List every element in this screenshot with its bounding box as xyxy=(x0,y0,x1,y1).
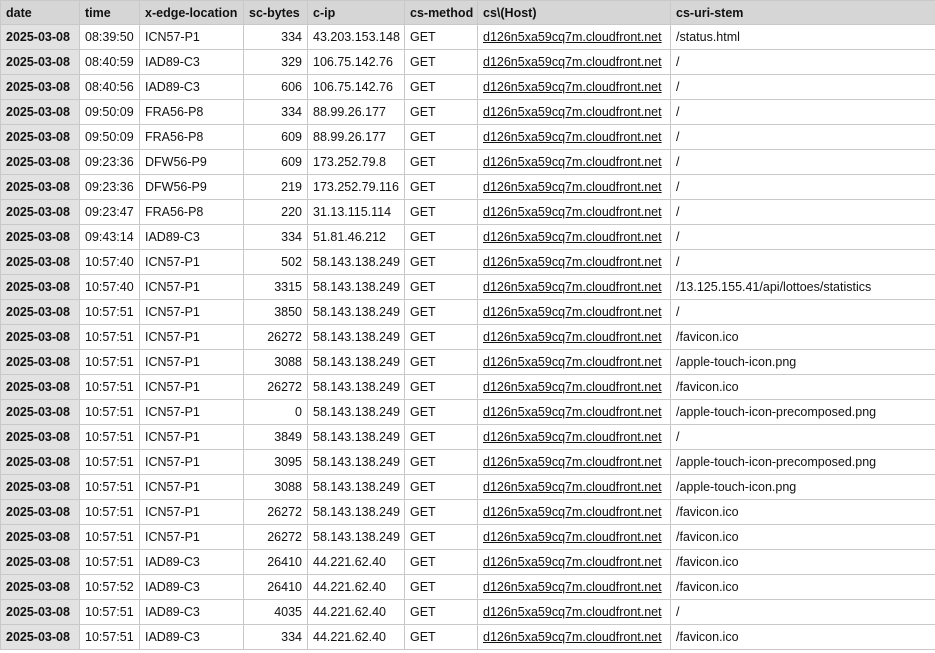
date-cell[interactable]: 2025-03-08 xyxy=(1,400,80,425)
host-cell[interactable]: d126n5xa59cq7m.cloudfront.net xyxy=(478,500,671,525)
client-ip-cell[interactable]: 58.143.138.249 xyxy=(308,325,405,350)
bytes-cell[interactable]: 502 xyxy=(244,250,308,275)
method-cell[interactable]: GET xyxy=(405,450,478,475)
table-row[interactable] xyxy=(1,300,935,325)
table-row[interactable] xyxy=(1,400,935,425)
column-header-date[interactable]: date xyxy=(1,1,80,25)
method-cell[interactable]: GET xyxy=(405,125,478,150)
date-cell[interactable]: 2025-03-08 xyxy=(1,250,80,275)
client-ip-cell[interactable]: 58.143.138.249 xyxy=(308,250,405,275)
time-cell[interactable]: 09:43:14 xyxy=(80,225,140,250)
time-cell[interactable]: 09:50:09 xyxy=(80,125,140,150)
host-cell[interactable]: d126n5xa59cq7m.cloudfront.net xyxy=(478,150,671,175)
table-row[interactable] xyxy=(1,500,935,525)
table-row[interactable] xyxy=(1,25,935,50)
uri-stem-cell[interactable]: /favicon.ico xyxy=(671,625,935,650)
bytes-cell[interactable]: 3088 xyxy=(244,475,308,500)
method-cell[interactable]: GET xyxy=(405,200,478,225)
bytes-cell[interactable]: 0 xyxy=(244,400,308,425)
bytes-cell[interactable]: 3850 xyxy=(244,300,308,325)
uri-stem-cell[interactable]: / xyxy=(671,250,935,275)
date-cell[interactable]: 2025-03-08 xyxy=(1,200,80,225)
table-body xyxy=(1,25,935,650)
edge-location-cell[interactable]: IAD89-C3 xyxy=(140,625,244,650)
bytes-cell[interactable]: 3088 xyxy=(244,350,308,375)
client-ip-cell[interactable]: 88.99.26.177 xyxy=(308,100,405,125)
method-cell[interactable]: GET xyxy=(405,25,478,50)
table-row[interactable] xyxy=(1,600,935,625)
time-cell[interactable]: 10:57:51 xyxy=(80,400,140,425)
uri-stem-cell[interactable]: / xyxy=(671,175,935,200)
column-header-time[interactable]: time xyxy=(80,1,140,25)
time-cell[interactable]: 10:57:51 xyxy=(80,550,140,575)
date-cell[interactable]: 2025-03-08 xyxy=(1,425,80,450)
method-cell[interactable]: GET xyxy=(405,175,478,200)
method-cell[interactable]: GET xyxy=(405,525,478,550)
host-cell[interactable]: d126n5xa59cq7m.cloudfront.net xyxy=(478,600,671,625)
table-header xyxy=(1,1,935,25)
uri-stem-cell[interactable]: /apple-touch-icon-precomposed.png xyxy=(671,450,935,475)
method-cell[interactable]: GET xyxy=(405,250,478,275)
time-cell[interactable]: 10:57:52 xyxy=(80,575,140,600)
edge-location-cell[interactable]: FRA56-P8 xyxy=(140,100,244,125)
method-cell[interactable]: GET xyxy=(405,50,478,75)
method-cell[interactable]: GET xyxy=(405,150,478,175)
date-cell[interactable]: 2025-03-08 xyxy=(1,175,80,200)
bytes-cell[interactable]: 3849 xyxy=(244,425,308,450)
edge-location-cell[interactable]: ICN57-P1 xyxy=(140,525,244,550)
client-ip-cell[interactable]: 58.143.138.249 xyxy=(308,400,405,425)
host-cell[interactable]: d126n5xa59cq7m.cloudfront.net xyxy=(478,50,671,75)
host-cell[interactable]: d126n5xa59cq7m.cloudfront.net xyxy=(478,550,671,575)
table-row[interactable] xyxy=(1,250,935,275)
uri-stem-cell[interactable]: / xyxy=(671,150,935,175)
client-ip-cell[interactable]: 44.221.62.40 xyxy=(308,600,405,625)
edge-location-cell[interactable]: IAD89-C3 xyxy=(140,575,244,600)
bytes-cell[interactable]: 220 xyxy=(244,200,308,225)
date-cell[interactable]: 2025-03-08 xyxy=(1,300,80,325)
uri-stem-cell[interactable]: /status.html xyxy=(671,25,935,50)
date-cell[interactable]: 2025-03-08 xyxy=(1,500,80,525)
client-ip-cell[interactable]: 173.252.79.8 xyxy=(308,150,405,175)
uri-stem-cell[interactable]: /favicon.ico xyxy=(671,525,935,550)
uri-stem-cell[interactable]: / xyxy=(671,75,935,100)
host-cell[interactable]: d126n5xa59cq7m.cloudfront.net xyxy=(478,525,671,550)
time-cell[interactable]: 10:57:51 xyxy=(80,375,140,400)
host-cell[interactable]: d126n5xa59cq7m.cloudfront.net xyxy=(478,100,671,125)
client-ip-cell[interactable]: 44.221.62.40 xyxy=(308,550,405,575)
method-cell[interactable]: GET xyxy=(405,625,478,650)
table-row[interactable] xyxy=(1,150,935,175)
edge-location-cell[interactable]: IAD89-C3 xyxy=(140,600,244,625)
table-row[interactable] xyxy=(1,125,935,150)
bytes-cell[interactable]: 4035 xyxy=(244,600,308,625)
method-cell[interactable]: GET xyxy=(405,325,478,350)
time-cell[interactable]: 08:40:59 xyxy=(80,50,140,75)
date-cell[interactable]: 2025-03-08 xyxy=(1,525,80,550)
host-cell[interactable]: d126n5xa59cq7m.cloudfront.net xyxy=(478,200,671,225)
date-cell[interactable]: 2025-03-08 xyxy=(1,350,80,375)
method-cell[interactable]: GET xyxy=(405,425,478,450)
host-cell[interactable]: d126n5xa59cq7m.cloudfront.net xyxy=(478,450,671,475)
bytes-cell[interactable]: 606 xyxy=(244,75,308,100)
time-cell[interactable]: 10:57:40 xyxy=(80,250,140,275)
date-cell[interactable]: 2025-03-08 xyxy=(1,225,80,250)
client-ip-cell[interactable]: 88.99.26.177 xyxy=(308,125,405,150)
table-row[interactable] xyxy=(1,375,935,400)
bytes-cell[interactable]: 609 xyxy=(244,150,308,175)
column-header-c-ip[interactable]: c-ip xyxy=(308,1,405,25)
time-cell[interactable]: 10:57:51 xyxy=(80,600,140,625)
edge-location-cell[interactable]: ICN57-P1 xyxy=(140,300,244,325)
edge-location-cell[interactable]: IAD89-C3 xyxy=(140,225,244,250)
time-cell[interactable]: 10:57:51 xyxy=(80,325,140,350)
time-cell[interactable]: 09:23:36 xyxy=(80,175,140,200)
bytes-cell[interactable]: 609 xyxy=(244,125,308,150)
table-row[interactable] xyxy=(1,575,935,600)
time-cell[interactable]: 10:57:51 xyxy=(80,300,140,325)
bytes-cell[interactable]: 26272 xyxy=(244,500,308,525)
host-cell[interactable]: d126n5xa59cq7m.cloudfront.net xyxy=(478,350,671,375)
header-row xyxy=(1,1,935,25)
uri-stem-cell[interactable]: /favicon.ico xyxy=(671,500,935,525)
method-cell[interactable]: GET xyxy=(405,350,478,375)
bytes-cell[interactable]: 334 xyxy=(244,225,308,250)
host-cell[interactable]: d126n5xa59cq7m.cloudfront.net xyxy=(478,625,671,650)
bytes-cell[interactable]: 26410 xyxy=(244,575,308,600)
date-cell[interactable]: 2025-03-08 xyxy=(1,450,80,475)
method-cell[interactable]: GET xyxy=(405,275,478,300)
method-cell[interactable]: GET xyxy=(405,550,478,575)
time-cell[interactable]: 10:57:51 xyxy=(80,350,140,375)
client-ip-cell[interactable]: 43.203.153.148 xyxy=(308,25,405,50)
edge-location-cell[interactable]: ICN57-P1 xyxy=(140,25,244,50)
host-cell[interactable]: d126n5xa59cq7m.cloudfront.net xyxy=(478,575,671,600)
time-cell[interactable]: 10:57:51 xyxy=(80,625,140,650)
edge-location-cell[interactable]: ICN57-P1 xyxy=(140,450,244,475)
client-ip-cell[interactable]: 173.252.79.116 xyxy=(308,175,405,200)
uri-stem-cell[interactable]: / xyxy=(671,200,935,225)
date-cell[interactable]: 2025-03-08 xyxy=(1,550,80,575)
bytes-cell[interactable]: 26272 xyxy=(244,375,308,400)
edge-location-cell[interactable]: IAD89-C3 xyxy=(140,75,244,100)
client-ip-cell[interactable]: 106.75.142.76 xyxy=(308,75,405,100)
table-row[interactable] xyxy=(1,450,935,475)
client-ip-cell[interactable]: 58.143.138.249 xyxy=(308,425,405,450)
host-cell[interactable]: d126n5xa59cq7m.cloudfront.net xyxy=(478,25,671,50)
edge-location-cell[interactable]: ICN57-P1 xyxy=(140,350,244,375)
uri-stem-cell[interactable]: /13.125.155.41/api/lottoes/statistics xyxy=(671,275,935,300)
uri-stem-cell[interactable]: /favicon.ico xyxy=(671,550,935,575)
time-cell[interactable]: 10:57:51 xyxy=(80,500,140,525)
bytes-cell[interactable]: 329 xyxy=(244,50,308,75)
table-row[interactable] xyxy=(1,200,935,225)
host-cell[interactable]: d126n5xa59cq7m.cloudfront.net xyxy=(478,75,671,100)
edge-location-cell[interactable]: FRA56-P8 xyxy=(140,125,244,150)
host-cell[interactable]: d126n5xa59cq7m.cloudfront.net xyxy=(478,300,671,325)
edge-location-cell[interactable]: ICN57-P1 xyxy=(140,275,244,300)
bytes-cell[interactable]: 3315 xyxy=(244,275,308,300)
edge-location-cell[interactable]: ICN57-P1 xyxy=(140,425,244,450)
client-ip-cell[interactable]: 58.143.138.249 xyxy=(308,450,405,475)
date-cell[interactable]: 2025-03-08 xyxy=(1,625,80,650)
table-row[interactable] xyxy=(1,50,935,75)
table-row[interactable] xyxy=(1,550,935,575)
edge-location-cell[interactable]: ICN57-P1 xyxy=(140,375,244,400)
edge-location-cell[interactable]: ICN57-P1 xyxy=(140,325,244,350)
host-cell[interactable]: d126n5xa59cq7m.cloudfront.net xyxy=(478,125,671,150)
date-cell[interactable]: 2025-03-08 xyxy=(1,50,80,75)
date-cell[interactable]: 2025-03-08 xyxy=(1,575,80,600)
table-row[interactable] xyxy=(1,225,935,250)
uri-stem-cell[interactable]: /apple-touch-icon-precomposed.png xyxy=(671,400,935,425)
method-cell[interactable]: GET xyxy=(405,475,478,500)
client-ip-cell[interactable]: 51.81.46.212 xyxy=(308,225,405,250)
time-cell[interactable]: 10:57:51 xyxy=(80,525,140,550)
date-cell[interactable]: 2025-03-08 xyxy=(1,375,80,400)
table-row[interactable] xyxy=(1,475,935,500)
edge-location-cell[interactable]: ICN57-P1 xyxy=(140,475,244,500)
date-cell[interactable]: 2025-03-08 xyxy=(1,325,80,350)
time-cell[interactable]: 10:57:40 xyxy=(80,275,140,300)
time-cell[interactable]: 10:57:51 xyxy=(80,450,140,475)
method-cell[interactable]: GET xyxy=(405,300,478,325)
host-cell[interactable]: d126n5xa59cq7m.cloudfront.net xyxy=(478,250,671,275)
edge-location-cell[interactable]: ICN57-P1 xyxy=(140,400,244,425)
column-header-cs-host[interactable]: cs\(Host) xyxy=(478,1,671,25)
table-row[interactable] xyxy=(1,425,935,450)
time-cell[interactable]: 08:39:50 xyxy=(80,25,140,50)
host-cell[interactable]: d126n5xa59cq7m.cloudfront.net xyxy=(478,225,671,250)
time-cell[interactable]: 09:50:09 xyxy=(80,100,140,125)
method-cell[interactable]: GET xyxy=(405,400,478,425)
host-cell[interactable]: d126n5xa59cq7m.cloudfront.net xyxy=(478,425,671,450)
time-cell[interactable]: 09:23:47 xyxy=(80,200,140,225)
host-cell[interactable]: d126n5xa59cq7m.cloudfront.net xyxy=(478,475,671,500)
uri-stem-cell[interactable]: /favicon.ico xyxy=(671,325,935,350)
date-cell[interactable]: 2025-03-08 xyxy=(1,100,80,125)
table-row[interactable] xyxy=(1,275,935,300)
host-cell[interactable]: d126n5xa59cq7m.cloudfront.net xyxy=(478,400,671,425)
date-cell[interactable]: 2025-03-08 xyxy=(1,125,80,150)
uri-stem-cell[interactable]: / xyxy=(671,50,935,75)
uri-stem-cell[interactable]: / xyxy=(671,425,935,450)
edge-location-cell[interactable]: IAD89-C3 xyxy=(140,50,244,75)
method-cell[interactable]: GET xyxy=(405,100,478,125)
bytes-cell[interactable]: 3095 xyxy=(244,450,308,475)
method-cell[interactable]: GET xyxy=(405,225,478,250)
date-cell[interactable]: 2025-03-08 xyxy=(1,25,80,50)
client-ip-cell[interactable]: 106.75.142.76 xyxy=(308,50,405,75)
column-header-sc-bytes[interactable]: sc-bytes xyxy=(244,1,308,25)
host-cell[interactable]: d126n5xa59cq7m.cloudfront.net xyxy=(478,175,671,200)
uri-stem-cell[interactable]: /apple-touch-icon.png xyxy=(671,475,935,500)
uri-stem-cell[interactable]: /favicon.ico xyxy=(671,375,935,400)
time-cell[interactable]: 10:57:51 xyxy=(80,425,140,450)
client-ip-cell[interactable]: 58.143.138.249 xyxy=(308,475,405,500)
table-row[interactable] xyxy=(1,350,935,375)
date-cell[interactable]: 2025-03-08 xyxy=(1,475,80,500)
bytes-cell[interactable]: 219 xyxy=(244,175,308,200)
client-ip-cell[interactable]: 44.221.62.40 xyxy=(308,575,405,600)
edge-location-cell[interactable]: FRA56-P8 xyxy=(140,200,244,225)
date-cell[interactable]: 2025-03-08 xyxy=(1,600,80,625)
date-cell[interactable]: 2025-03-08 xyxy=(1,75,80,100)
client-ip-cell[interactable]: 58.143.138.249 xyxy=(308,300,405,325)
table-row[interactable] xyxy=(1,325,935,350)
client-ip-cell[interactable]: 58.143.138.249 xyxy=(308,350,405,375)
edge-location-cell[interactable]: DFW56-P9 xyxy=(140,175,244,200)
method-cell[interactable]: GET xyxy=(405,575,478,600)
method-cell[interactable]: GET xyxy=(405,75,478,100)
uri-stem-cell[interactable]: / xyxy=(671,125,935,150)
method-cell[interactable]: GET xyxy=(405,500,478,525)
method-cell[interactable]: GET xyxy=(405,600,478,625)
client-ip-cell[interactable]: 58.143.138.249 xyxy=(308,375,405,400)
method-cell[interactable]: GET xyxy=(405,375,478,400)
column-header-x-edge-location[interactable]: x-edge-location xyxy=(140,1,244,25)
client-ip-cell[interactable]: 58.143.138.249 xyxy=(308,500,405,525)
time-cell[interactable]: 10:57:51 xyxy=(80,475,140,500)
edge-location-cell[interactable]: ICN57-P1 xyxy=(140,250,244,275)
table-row[interactable] xyxy=(1,175,935,200)
uri-stem-cell[interactable]: / xyxy=(671,100,935,125)
bytes-cell[interactable]: 26272 xyxy=(244,525,308,550)
time-cell[interactable]: 09:23:36 xyxy=(80,150,140,175)
uri-stem-cell[interactable]: /favicon.ico xyxy=(671,575,935,600)
host-cell[interactable]: d126n5xa59cq7m.cloudfront.net xyxy=(478,325,671,350)
client-ip-cell[interactable]: 44.221.62.40 xyxy=(308,625,405,650)
uri-stem-cell[interactable]: / xyxy=(671,300,935,325)
bytes-cell[interactable]: 26410 xyxy=(244,550,308,575)
uri-stem-cell[interactable]: / xyxy=(671,225,935,250)
bytes-cell[interactable]: 334 xyxy=(244,25,308,50)
host-cell[interactable]: d126n5xa59cq7m.cloudfront.net xyxy=(478,275,671,300)
bytes-cell[interactable]: 334 xyxy=(244,625,308,650)
edge-location-cell[interactable]: IAD89-C3 xyxy=(140,550,244,575)
date-cell[interactable]: 2025-03-08 xyxy=(1,275,80,300)
table-row[interactable] xyxy=(1,625,935,650)
bytes-cell[interactable]: 334 xyxy=(244,100,308,125)
table-row[interactable] xyxy=(1,525,935,550)
host-cell[interactable]: d126n5xa59cq7m.cloudfront.net xyxy=(478,375,671,400)
edge-location-cell[interactable]: DFW56-P9 xyxy=(140,150,244,175)
column-header-cs-method[interactable]: cs-method xyxy=(405,1,478,25)
time-cell[interactable]: 08:40:56 xyxy=(80,75,140,100)
column-header-cs-uri-stem[interactable]: cs-uri-stem xyxy=(671,1,935,25)
bytes-cell[interactable]: 26272 xyxy=(244,325,308,350)
table-row[interactable] xyxy=(1,75,935,100)
client-ip-cell[interactable]: 58.143.138.249 xyxy=(308,525,405,550)
uri-stem-cell[interactable]: /apple-touch-icon.png xyxy=(671,350,935,375)
client-ip-cell[interactable]: 31.13.115.114 xyxy=(308,200,405,225)
client-ip-cell[interactable]: 58.143.138.249 xyxy=(308,275,405,300)
table-row[interactable] xyxy=(1,100,935,125)
edge-location-cell[interactable]: ICN57-P1 xyxy=(140,500,244,525)
date-cell[interactable]: 2025-03-08 xyxy=(1,150,80,175)
uri-stem-cell[interactable]: / xyxy=(671,600,935,625)
